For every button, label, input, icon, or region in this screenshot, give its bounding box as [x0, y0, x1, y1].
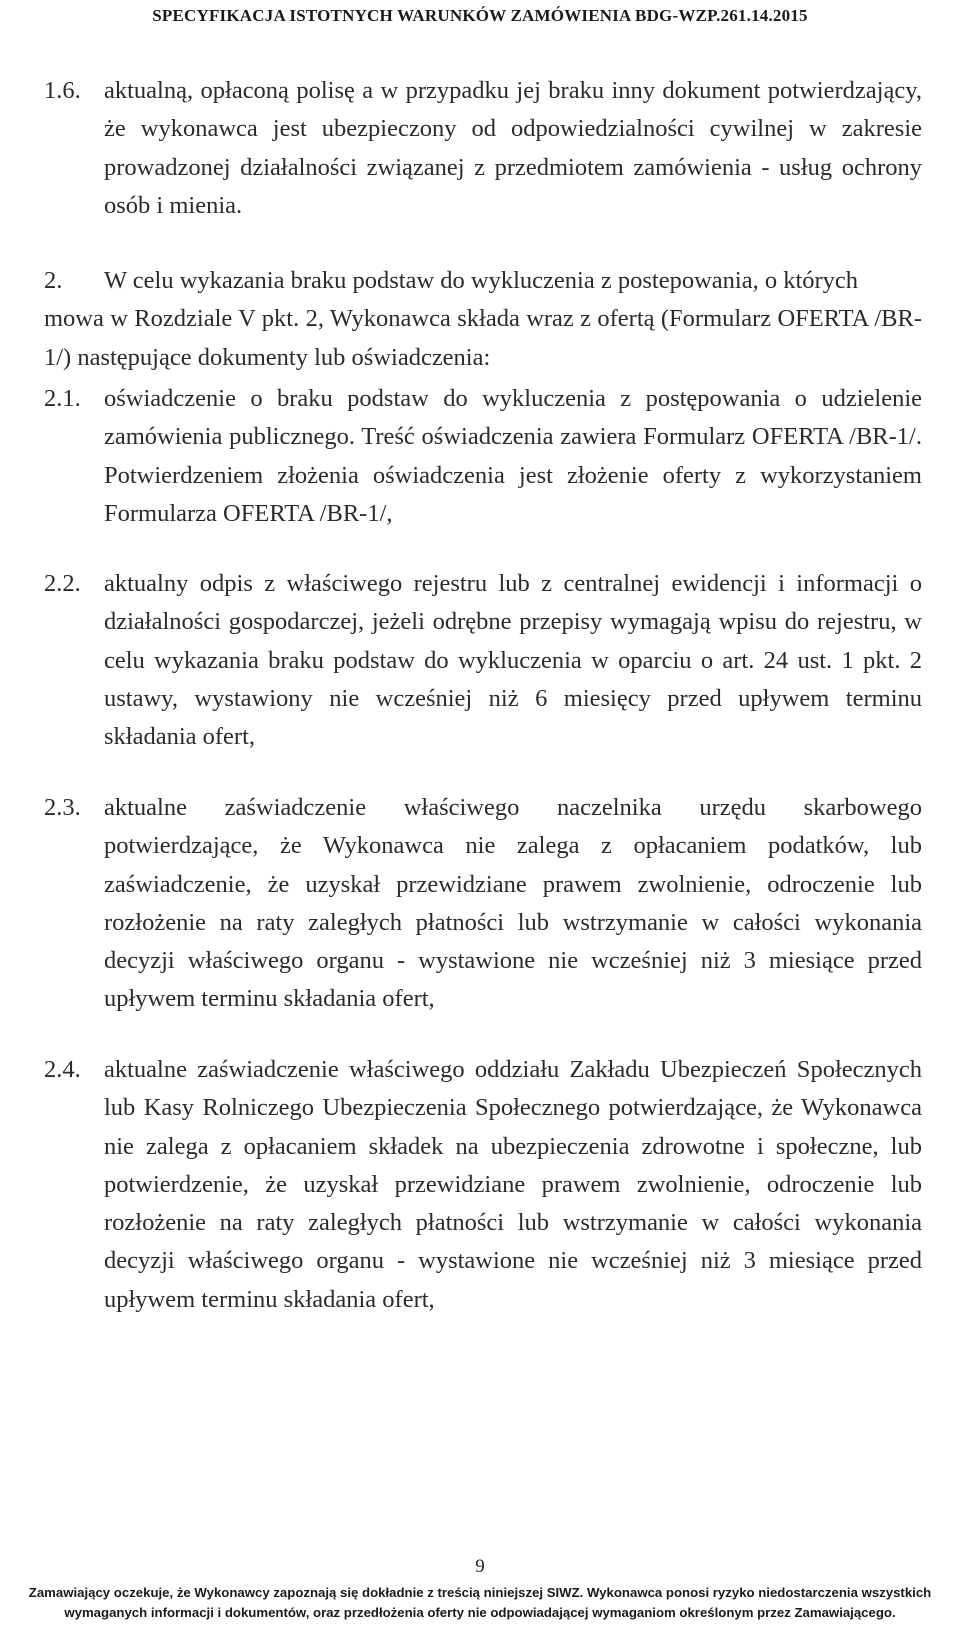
section-number: 2.3. — [44, 794, 81, 821]
section-number: 2.2. — [44, 570, 81, 597]
section-number: 2.1. — [44, 385, 81, 412]
section-text: mowa w Rozdziale V pkt. 2, Wykonawca składa wraz z ofertą (Formularz OFERTA /BR-1/) następujące dokumenty lub oświadczenia: — [44, 305, 922, 371]
section-text: aktualny odpis z właściwego rejestru lub z centralnej ewidencji i informacji o działalności gospodarczej, jeżeli odrębne przepisy wymagają wpisu do rejestru, w celu wykazania braku podstaw do wykluczenia w oparciu o art. 24 ust. 1 pkt. 2 ustawy, wystawiony nie wcześniej niż 6 miesięcy przed upływem terminu składania ofert, — [104, 570, 922, 751]
section-number: 2. — [44, 267, 63, 294]
section-text: oświadczenie o braku podstaw do wykluczenia z postępowania o udzielenie zamówienia publicznego. Treść oświadczenia zawiera Formularz OFERTA /BR-1/. Potwierdzeniem złożenia oświadczenia jest złożenie oferty z wykorzystaniem Formularza OFERTA /BR-1/, — [104, 385, 922, 527]
section-text: aktualne zaświadczenie właściwego oddziału Zakładu Ubezpieczeń Społecznych lub Kasy Rolniczego Ubezpieczenia Społecznego potwierdzające, że Wykonawca nie zalega z opłacaniem składek na ubezpieczenia zdrowotne i społeczne, lub potwierdzenie, że uzyskał przewidziane prawem zwolnienie, odroczenie lub rozłożenie na raty zaległych płatności lub wstrzymanie w całości wykonania decyzji właściwego organu - wystawione nie wcześniej niż 3 miesiące przed upływem terminu składania ofert, — [104, 1056, 922, 1313]
section-number: 1.6. — [44, 77, 81, 104]
section-number: 2.4. — [44, 1056, 81, 1083]
document-footer — [0, 1583, 960, 1623]
page-number: 9 — [475, 1556, 485, 1577]
section-text: aktualne zaświadczenie właściwego naczelnika urzędu skarbowego potwierdzające, że Wykonawca nie zalega z opłacaniem podatków, lub zaświadczenie, że uzyskał przewidziane prawem zwolnienie, odroczenie lub rozłożenie na raty zaległych płatności lub wstrzymanie w całości wykonania decyzji właściwego organu - wystawione nie wcześniej niż 3 miesiące przed upływem terminu składania ofert, — [104, 794, 922, 1013]
section-first-line: W celu wykazania braku podstaw do wykluczenia z postepowania, o których — [104, 267, 859, 294]
section-text: aktualną, opłaconą polisę a w przypadku jej braku inny dokument potwierdzający, że wykonawca jest ubezpieczony od odpowiedzialności cywilnej w zakresie prowadzonej działalności związanej z przedmiotem zamówienia - usług ochrony osób i mienia. — [104, 77, 922, 219]
footer-line-1: Zamawiający oczekuje, że Wykonawcy zapoznają się dokładnie z treścią niniejszej SIWZ. Wykonawca ponosi ryzyko niedostarczenia wszystkich — [28, 1585, 932, 1600]
document-header: SPECYFIKACJA ISTOTNYCH WARUNKÓW ZAMÓWIENIA BDG-WZP.261.14.2015 — [152, 6, 808, 25]
footer-line-2: wymaganych informacji i dokumentów, oraz przedłożenia oferty nie odpowiadającej wymaganiom określonym przez Zamawiającego. — [64, 1605, 896, 1620]
